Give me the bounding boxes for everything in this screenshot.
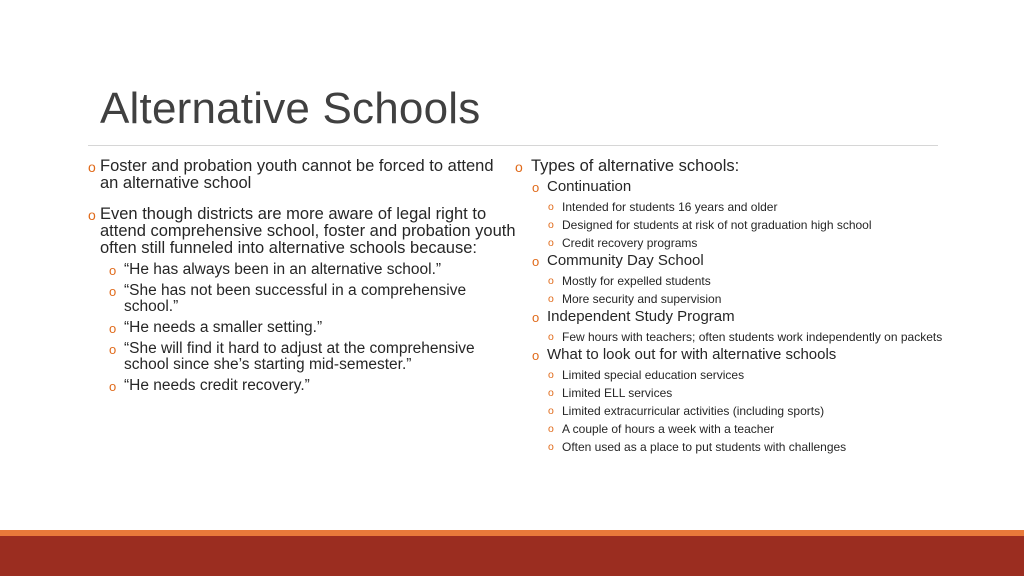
point-text: Limited special education services: [562, 368, 745, 382]
lookout-point: [515, 406, 955, 417]
point-text: Mostly for expelled students: [562, 274, 711, 288]
type-community-day: [515, 253, 955, 269]
quote-text: “He needs credit recovery.”: [124, 377, 310, 394]
quote-text: “He needs a smaller setting.”: [124, 319, 323, 336]
left-subbullet-1: [88, 262, 516, 278]
left-bullet-2: [88, 206, 516, 257]
type-name: Continuation: [547, 178, 632, 195]
type-point: [515, 220, 955, 231]
right-column: [515, 155, 955, 453]
bullet-icon: o: [515, 159, 523, 175]
point-text: A couple of hours a week with a teacher: [562, 422, 775, 436]
lookout-point: [515, 442, 955, 453]
type-point: [515, 276, 955, 287]
bullet-icon: o: [532, 254, 540, 269]
bullet-icon: o: [548, 441, 554, 453]
left-subbullet-2: [88, 283, 516, 315]
bullet-icon: o: [548, 219, 554, 231]
bullet-icon: o: [88, 159, 96, 175]
lookout-text: What to look out for with alternative schools: [547, 346, 837, 363]
bullet-icon: o: [109, 379, 117, 394]
point-text: Few hours with teachers; often students work independently on packets: [562, 330, 943, 344]
type-point: [515, 238, 955, 249]
bullet-icon: o: [548, 275, 554, 287]
type-name: Community Day School: [547, 252, 704, 269]
bullet-icon: o: [548, 201, 554, 213]
type-point: [515, 332, 955, 343]
bullet-icon: o: [548, 369, 554, 381]
left-subbullet-5: [88, 378, 516, 394]
quote-text: “She will find it hard to adjust at the comprehensive school since she’s starting mid-semester.”: [124, 340, 475, 373]
lookout-point: [515, 370, 955, 381]
title-divider: [88, 145, 938, 146]
bullet-icon: o: [548, 293, 554, 305]
point-text: More security and supervision: [562, 292, 722, 306]
heading-text: Types of alternative schools:: [531, 157, 740, 175]
left-subbullet-3: [88, 320, 516, 336]
type-point: [515, 294, 955, 305]
bullet-icon: o: [548, 405, 554, 417]
type-point: [515, 202, 955, 213]
bullet-icon: o: [109, 263, 117, 278]
point-text: Credit recovery programs: [562, 236, 698, 250]
lookout-heading: [515, 347, 955, 363]
quote-text: “She has not been successful in a comprehensive school.”: [124, 282, 467, 315]
bullet-icon: o: [548, 423, 554, 435]
bullet-icon: o: [532, 348, 540, 363]
type-name: Independent Study Program: [547, 308, 735, 325]
left-column: [88, 155, 516, 394]
point-text: Intended for students 16 years and older: [562, 200, 778, 214]
bullet-icon: o: [548, 237, 554, 249]
type-continuation: [515, 179, 955, 195]
bullet-icon: o: [109, 321, 117, 336]
left-bullet-1: [88, 158, 516, 192]
point-text: Designed for students at risk of not graduation high school: [562, 218, 872, 232]
lookout-point: [515, 388, 955, 399]
types-heading: [515, 158, 955, 175]
left-subbullet-4: [88, 341, 516, 373]
bullet-icon: o: [532, 180, 540, 195]
footer-band: [0, 536, 1024, 576]
bullet-icon: o: [532, 310, 540, 325]
bullet-text: Even though districts are more aware of legal right to attend comprehensive school, foster and probation youth often still funneled into alternative schools because:: [100, 205, 516, 257]
point-text: Limited extracurricular activities (including sports): [562, 404, 825, 418]
lookout-point: [515, 424, 955, 435]
bullet-icon: o: [548, 387, 554, 399]
bullet-text: Foster and probation youth cannot be forced to attend an alternative school: [100, 157, 494, 192]
slide-title: Alternative Schools: [100, 84, 481, 133]
bullet-icon: o: [548, 331, 554, 343]
bullet-icon: o: [109, 284, 117, 299]
point-text: Limited ELL services: [562, 386, 673, 400]
quote-text: “He has always been in an alternative school.”: [124, 261, 442, 278]
point-text: Often used as a place to put students with challenges: [562, 440, 847, 454]
bullet-icon: o: [88, 207, 96, 223]
bullet-icon: o: [109, 342, 117, 357]
type-independent-study: [515, 309, 955, 325]
